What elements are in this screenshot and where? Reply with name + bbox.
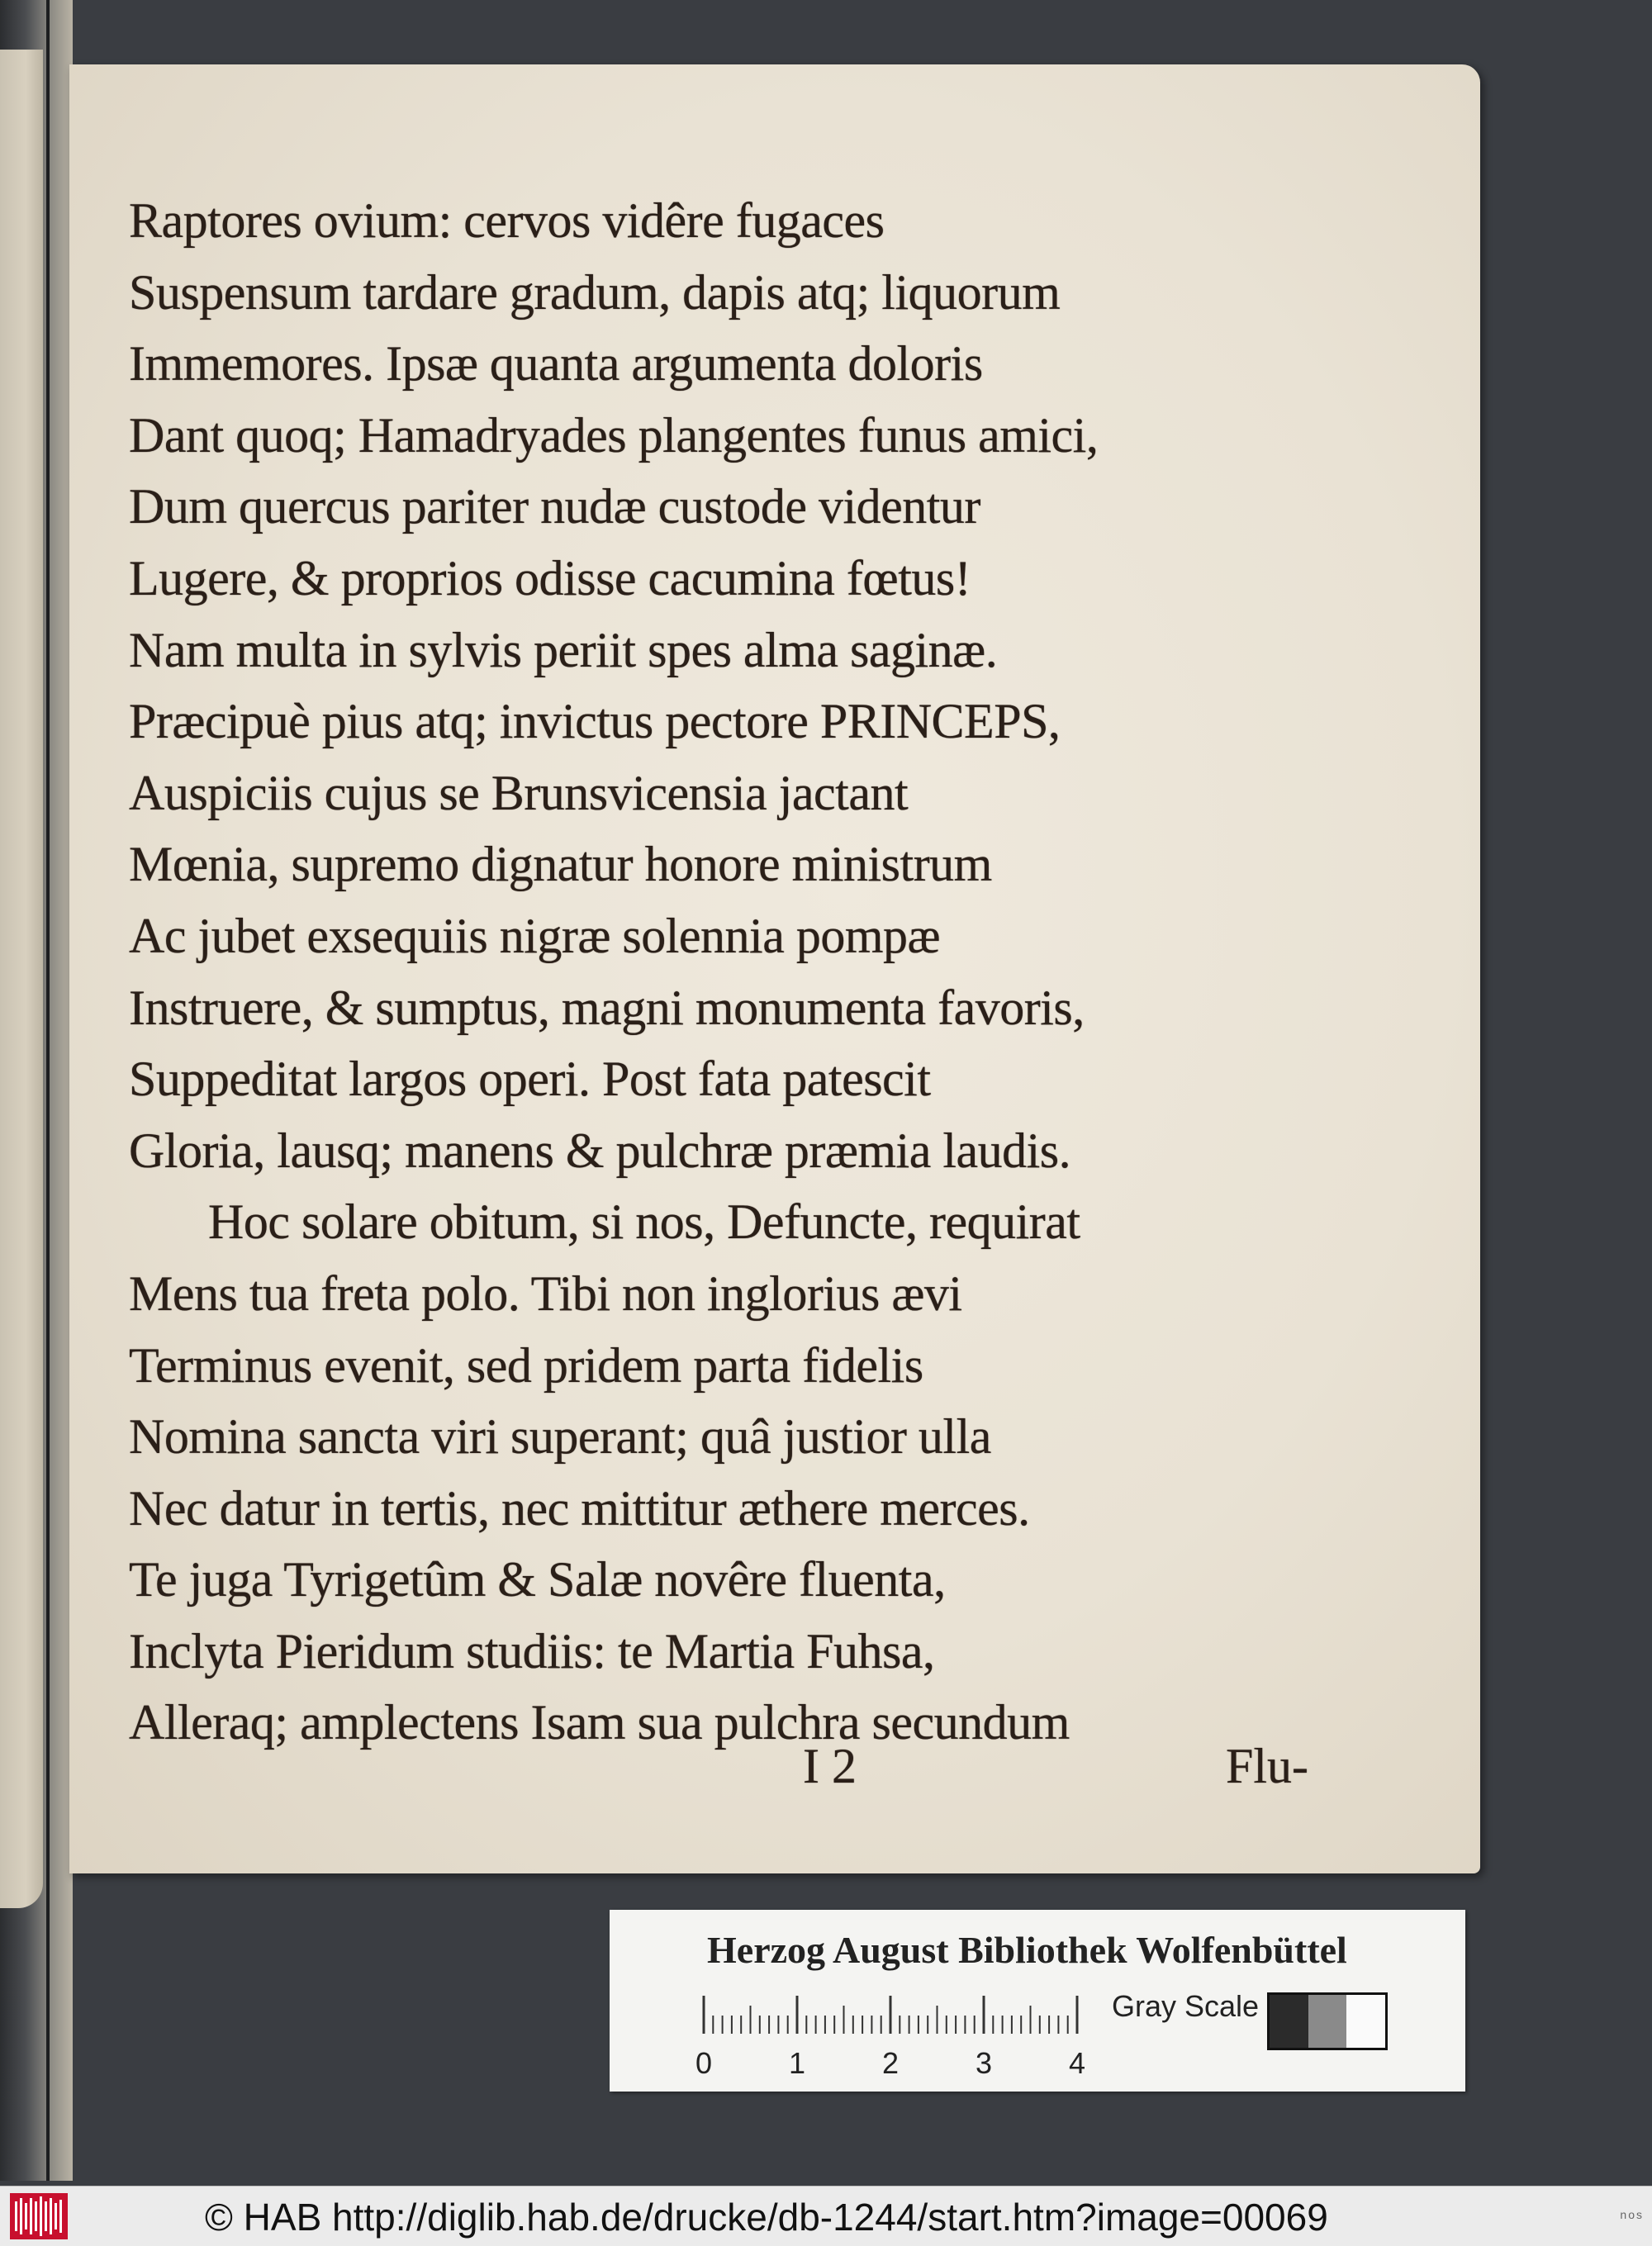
ruler-number: 2 [881, 2046, 900, 2080]
ruler-number: 1 [788, 2046, 806, 2080]
verse-line: Nec datur in tertis, nec mittitur æthere merces. [129, 1480, 1030, 1536]
gray-swatch [1346, 1995, 1385, 2048]
verse-line: Gloria, lausq; manens & pulchræ præmia laudis. [129, 1123, 1071, 1178]
color-scale-card [610, 1910, 1465, 2092]
hab-logo-icon [10, 2193, 68, 2239]
verse-line: Nomina sancta viri superant; quâ justior ulla [129, 1409, 991, 1465]
verse-line: Dum quercus pariter nudæ custode videntur [129, 479, 980, 534]
verse-line: Hoc solare obitum, si nos, Defuncte, requirat [208, 1194, 1080, 1250]
verse-line: Te juga Tyrigetûm & Salæ novêre fluenta, [129, 1552, 946, 1607]
catchword: Flu- [1226, 1739, 1309, 1793]
gray-scale-label: Gray Scale [1112, 1989, 1260, 2023]
ruler-number: 4 [1068, 2046, 1086, 2080]
corner-mark: nos [1620, 2208, 1644, 2221]
gray-swatch [1270, 1995, 1308, 2048]
verse-line: Auspiciis cujus se Brunsvicensia jactant [129, 765, 909, 820]
verse-line: Alleraq; amplectens Isam sua pulchra secundum [129, 1695, 1070, 1750]
signature-mark: I 2 [803, 1739, 857, 1793]
verse-line: Nam multa in sylvis periit spes alma saginæ. [129, 622, 998, 677]
verse-line: Præcipuè pius atq; invictus pectore PRINCEPS, [129, 694, 1061, 749]
library-name: Herzog August Bibliothek Wolfenbüttel [707, 1929, 1347, 1971]
verse-line: Suspensum tardare gradum, dapis atq; liquorum [129, 264, 1061, 320]
verse-line: Mœnia, supremo dignatur honore ministrum [129, 837, 992, 892]
gray-scale-swatches [1267, 1992, 1388, 2050]
verse-line: Lugere, & proprios odisse cacumina fœtus! [129, 550, 971, 605]
status-bar [0, 2186, 1652, 2246]
ruler-scale [695, 1987, 1097, 2083]
verse-line: Immemores. Ipsæ quanta argumenta doloris [129, 336, 983, 392]
ruler-number: 3 [975, 2046, 993, 2080]
book-page [69, 64, 1480, 1873]
previous-page-edge [0, 50, 43, 1908]
verse-line: Mens tua freta polo. Tibi non inglorius ævi [129, 1265, 962, 1321]
binding-gutter [46, 0, 50, 2181]
gray-swatch [1308, 1995, 1347, 2048]
verse-line: Raptores ovium: cervos vidêre fugaces [129, 193, 885, 248]
verse-line: Ac jubet exsequiis nigræ solennia pompæ [129, 908, 941, 963]
verse-line: Dant quoq; Hamadryades plangentes funus amici, [129, 407, 1099, 463]
verse-line: Instruere, & sumptus, magni monumenta favoris, [129, 980, 1085, 1035]
verse-line: Terminus evenit, sed pridem parta fidelis [129, 1337, 923, 1393]
ruler-number: 0 [695, 2046, 713, 2080]
page-text [129, 185, 1368, 1759]
verse-line: Inclyta Pieridum studiis: te Martia Fuhsa, [129, 1623, 935, 1679]
source-url-link[interactable]: © HAB http://diglib.hab.de/drucke/db-1244/start.htm?image=00069 [205, 2196, 1328, 2239]
verse-line: Suppeditat largos operi. Post fata patescit [129, 1052, 931, 1107]
